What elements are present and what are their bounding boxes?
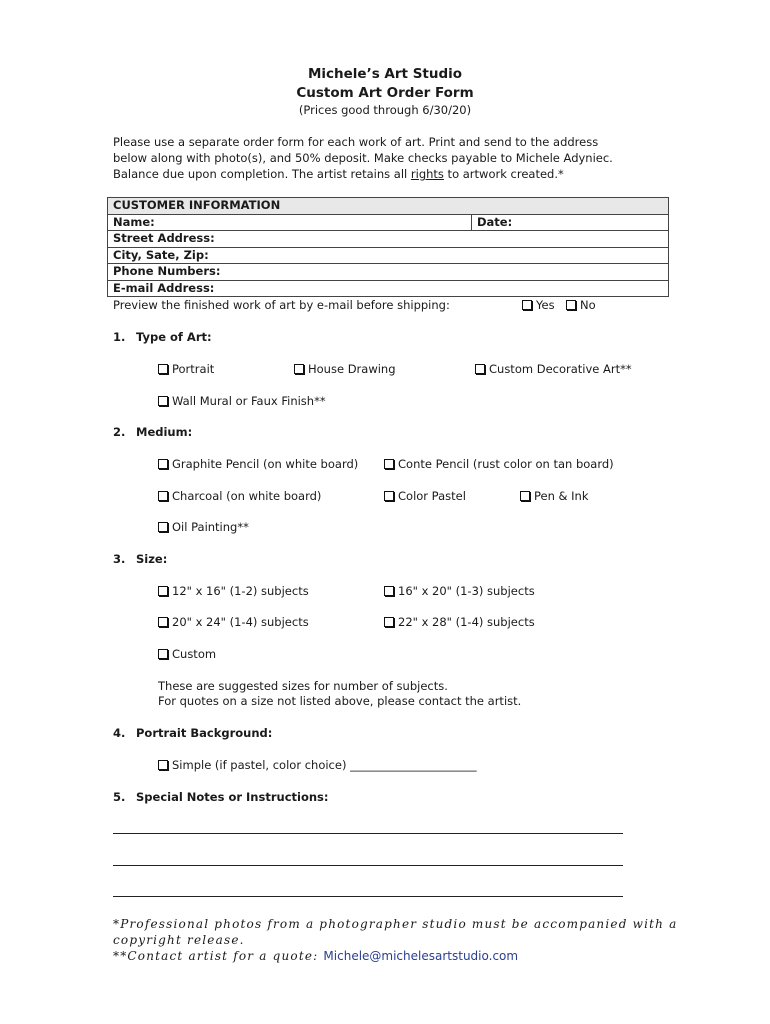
preview-yes-label: Yes xyxy=(536,298,555,312)
prices-note: (Prices good through 6/30/20) xyxy=(298,103,472,117)
section-1-number: 1. xyxy=(113,330,126,344)
size-note-1: These are suggested sizes for number of subjects. xyxy=(158,679,448,693)
option-color-pastel[interactable] xyxy=(384,488,466,504)
checkbox-icon[interactable] xyxy=(158,522,168,532)
option-size-22x28[interactable] xyxy=(384,614,535,630)
option-portrait[interactable] xyxy=(158,361,214,377)
notes-line-2[interactable] xyxy=(113,865,623,866)
option-label: Oil Painting** xyxy=(172,520,249,534)
preview-no-label: No xyxy=(580,298,596,312)
option-label: Custom Decorative Art** xyxy=(489,362,632,376)
checkbox-icon[interactable] xyxy=(158,364,168,374)
checkbox-icon[interactable] xyxy=(475,364,485,374)
checkbox-icon[interactable] xyxy=(384,491,394,501)
street-address-field[interactable]: Street Address: xyxy=(108,231,669,248)
studio-name: Michele’s Art Studio xyxy=(307,66,463,82)
section-1-title: Type of Art: xyxy=(136,330,212,344)
option-label: Color Pastel xyxy=(398,489,466,503)
preview-no-option[interactable] xyxy=(566,297,596,313)
name-field[interactable]: Name: xyxy=(108,214,472,231)
checkbox-icon[interactable] xyxy=(158,586,168,596)
email-address-field[interactable]: E-mail Address: xyxy=(108,280,669,297)
preview-yes-option[interactable] xyxy=(522,297,555,313)
option-house-drawing[interactable] xyxy=(294,361,396,377)
option-label: Simple (if pastel, color choice) ______________________ xyxy=(172,758,477,772)
contact-email-link[interactable]: Michele@michelesartstudio.com xyxy=(323,949,519,963)
checkbox-icon[interactable] xyxy=(384,586,394,596)
checkbox-icon[interactable] xyxy=(158,760,168,770)
section-2-number: 2. xyxy=(113,425,126,439)
option-label: 20" x 24" (1-4) subjects xyxy=(172,615,309,629)
notes-line-3[interactable] xyxy=(113,896,623,897)
option-label: Wall Mural or Faux Finish** xyxy=(172,394,326,408)
option-label: Pen & Ink xyxy=(534,489,589,503)
section-3-title: Size: xyxy=(136,552,168,566)
checkbox-icon[interactable] xyxy=(520,491,530,501)
section-2-title: Medium: xyxy=(136,425,193,439)
option-label: 22" x 28" (1-4) subjects xyxy=(398,615,535,629)
section-5-title: Special Notes or Instructions: xyxy=(136,790,329,804)
footnote-contact xyxy=(113,948,518,964)
checkbox-icon[interactable] xyxy=(158,396,168,406)
size-note-2: For quotes on a size not listed above, please contact the artist. xyxy=(158,694,522,708)
option-graphite-pencil[interactable] xyxy=(158,456,358,472)
customer-info-heading: CUSTOMER INFORMATION xyxy=(108,198,669,215)
option-pen-ink[interactable] xyxy=(520,488,589,504)
intro-line-1: Please use a separate order form for each work of art. Print and send to the address xyxy=(113,135,599,149)
intro-line-2: below along with photo(s), and 50% deposit. Make checks payable to Michele Adyniec. xyxy=(113,151,613,165)
option-size-16x20[interactable] xyxy=(384,583,535,599)
checkbox-icon[interactable] xyxy=(158,649,168,659)
rights-link[interactable]: rights xyxy=(410,167,444,181)
option-label: Charcoal (on white board) xyxy=(172,489,322,503)
customer-info-table xyxy=(107,197,669,297)
option-charcoal[interactable] xyxy=(158,488,321,504)
checkbox-icon[interactable] xyxy=(384,459,394,469)
option-conte-pencil[interactable] xyxy=(384,456,614,472)
city-state-zip-field[interactable]: City, Sate, Zip: xyxy=(108,247,669,264)
checkbox-icon[interactable] xyxy=(566,300,576,310)
intro-line-3-end: to artwork created.* xyxy=(443,167,564,181)
option-label: Conte Pencil (rust color on tan board) xyxy=(398,457,614,471)
date-field[interactable]: Date: xyxy=(472,214,669,231)
option-label: 12" x 16" (1-2) subjects xyxy=(172,584,309,598)
checkbox-icon[interactable] xyxy=(384,617,394,627)
checkbox-icon[interactable] xyxy=(158,617,168,627)
notes-line-1[interactable] xyxy=(113,833,623,834)
option-custom-decorative-art[interactable] xyxy=(475,361,632,377)
checkbox-icon[interactable] xyxy=(522,300,532,310)
option-wall-mural[interactable] xyxy=(158,393,326,409)
footnote-contact-text: **Contact artist for a quote: xyxy=(113,949,324,963)
section-4-title: Portrait Background: xyxy=(136,726,273,740)
checkbox-icon[interactable] xyxy=(158,459,168,469)
option-label: House Drawing xyxy=(308,362,396,376)
option-label: 16" x 20" (1-3) subjects xyxy=(398,584,535,598)
intro-line-3-start: Balance due upon completion. The artist retains all xyxy=(113,167,411,181)
option-simple-background[interactable] xyxy=(158,757,477,773)
checkbox-icon[interactable] xyxy=(294,364,304,374)
form-title: Custom Art Order Form xyxy=(296,85,474,101)
option-label: Portrait xyxy=(172,362,215,376)
section-3-number: 3. xyxy=(113,552,126,566)
section-4-number: 4. xyxy=(113,726,126,740)
option-size-20x24[interactable] xyxy=(158,614,309,630)
footnote-copyright: copyright release. xyxy=(113,933,245,947)
option-label: Graphite Pencil (on white board) xyxy=(172,457,359,471)
footnote-photos: *Professional photos from a photographer studio must be accompanied with a xyxy=(113,917,678,931)
option-size-custom[interactable] xyxy=(158,646,216,662)
section-5-number: 5. xyxy=(113,790,126,804)
phone-numbers-field[interactable]: Phone Numbers: xyxy=(108,264,669,281)
preview-question: Preview the finished work of art by e-mail before shipping: xyxy=(113,298,450,312)
intro-line-3 xyxy=(113,166,564,182)
option-oil-painting[interactable] xyxy=(158,519,249,535)
checkbox-icon[interactable] xyxy=(158,491,168,501)
option-size-12x16[interactable] xyxy=(158,583,309,599)
option-label: Custom xyxy=(172,647,217,661)
